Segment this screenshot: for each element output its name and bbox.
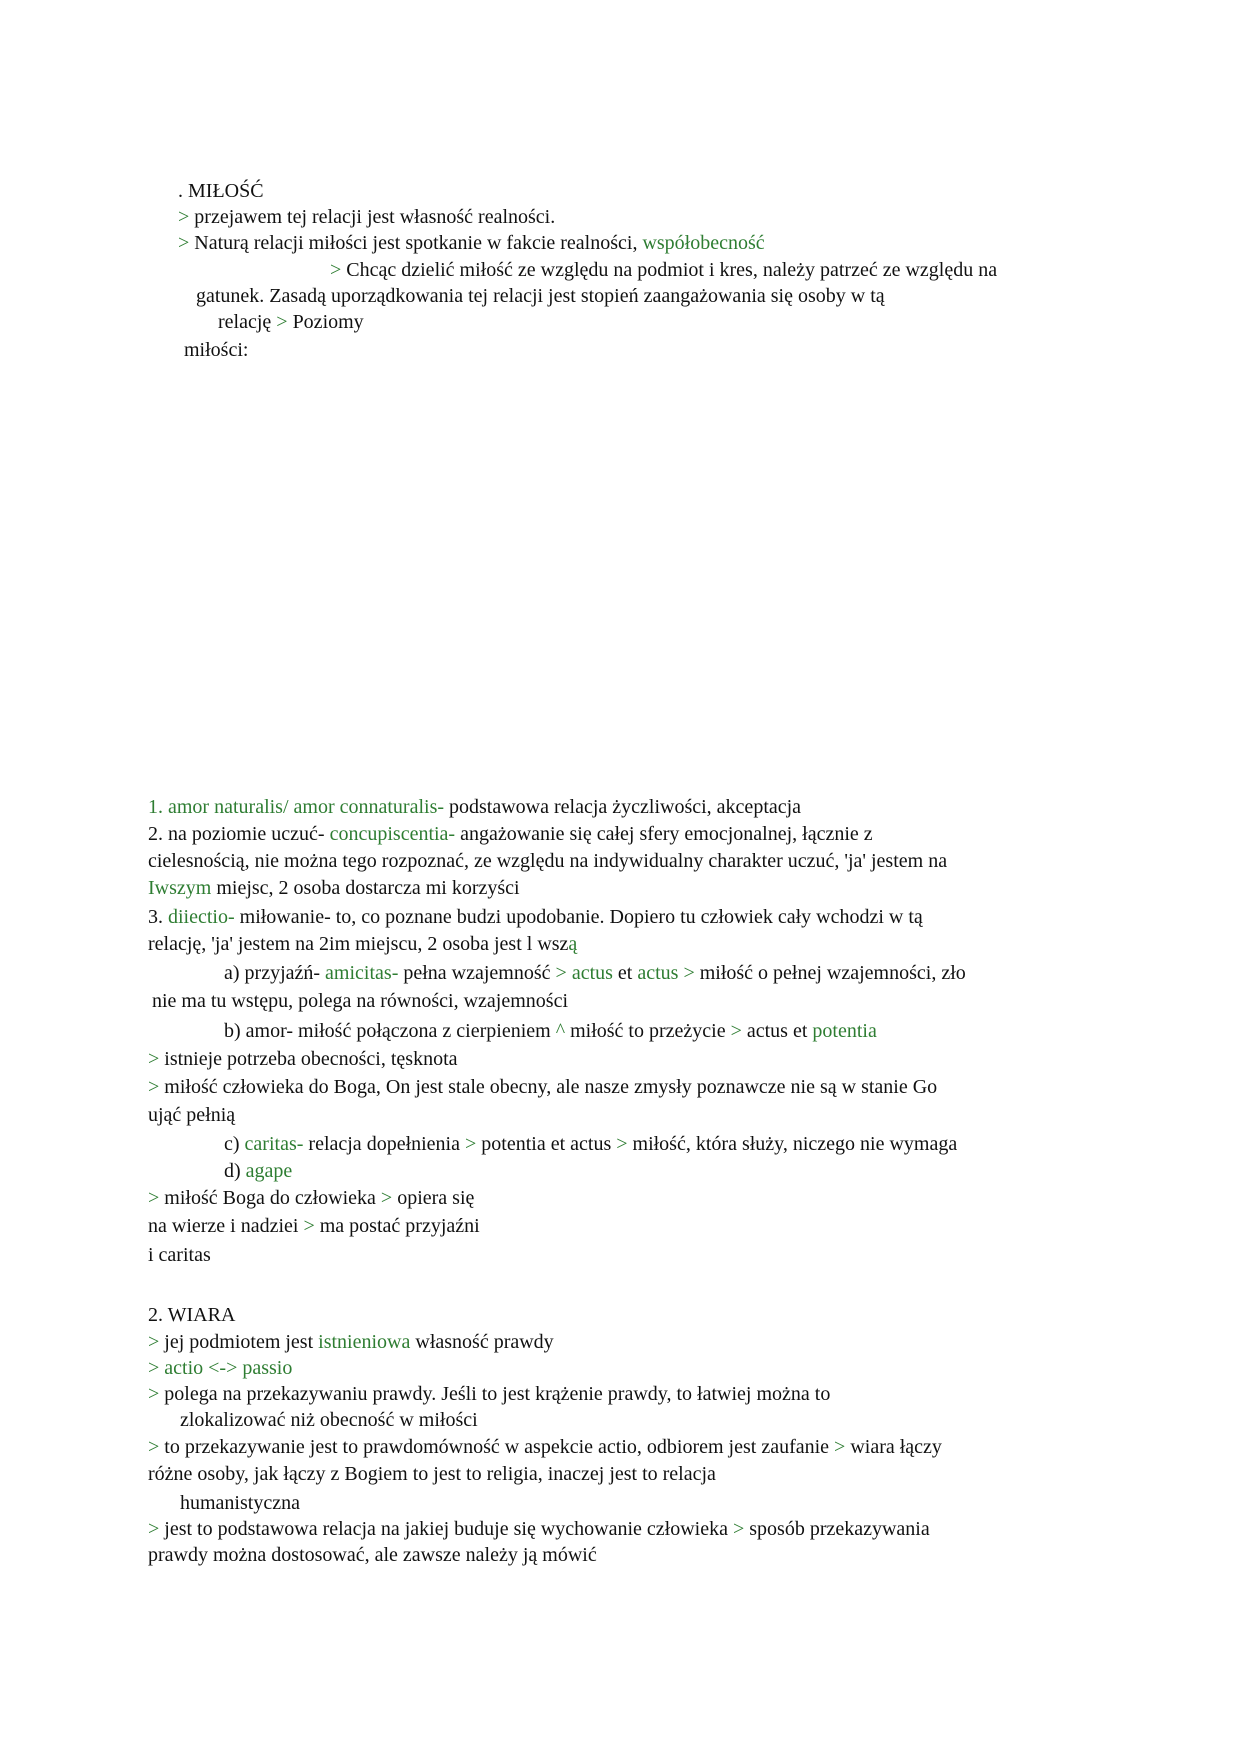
text-segment: opiera się	[392, 1187, 475, 1209]
text-segment: jest to podstawowa relacja na jakiej buduje się wychowanie człowieka	[159, 1518, 733, 1540]
text-segment: cielesnością, nie można tego rozpoznać, ze względu na indywidualny charakter uczuć, 'ja' jestem na	[148, 850, 948, 872]
highlighted-term: >	[465, 1133, 477, 1155]
text-segment: . MIŁOŚĆ	[178, 180, 264, 202]
text-segment: i caritas	[148, 1244, 211, 1266]
text-line	[148, 1046, 458, 1072]
text-segment: ująć pełnią	[148, 1104, 236, 1126]
text-segment: actus et	[741, 1020, 813, 1042]
highlighted-term: >	[380, 1187, 393, 1209]
highlighted-term: >	[555, 962, 567, 984]
text-line	[148, 794, 801, 820]
text-line	[148, 848, 947, 874]
text-segment: humanistyczna	[180, 1492, 300, 1514]
text-line	[148, 875, 520, 901]
highlighted-term: >	[148, 1048, 160, 1070]
text-segment: angażowanie się całej sfery emocjonalnej, łącznie z	[455, 823, 873, 845]
text-line	[148, 1329, 554, 1355]
text-segment: 2. na poziomie uczuć-	[148, 823, 330, 845]
text-line	[184, 337, 248, 363]
text-segment: różne osoby, jak łączy z Bogiem to jest to religia, inaczej jest to relacja	[148, 1463, 716, 1485]
text-segment: miłość to przeżycie	[565, 1020, 731, 1042]
text-line	[178, 204, 555, 230]
text-segment: Poziomy	[287, 311, 364, 333]
text-segment: istnieje potrzeba obecności, tęsknota	[159, 1048, 458, 1070]
highlighted-term: diiectio-	[168, 906, 235, 928]
text-line	[148, 1542, 597, 1568]
highlighted-term: > actio <-> passio	[148, 1357, 293, 1379]
text-line	[148, 1185, 474, 1211]
text-line	[148, 1381, 830, 1407]
text-line	[224, 960, 966, 986]
highlighted-term: actus	[571, 962, 613, 984]
text-segment: 2. WIARA	[148, 1304, 236, 1326]
text-segment: d)	[224, 1160, 246, 1182]
highlighted-term: >	[730, 1020, 742, 1042]
highlighted-term: >	[148, 1436, 160, 1458]
text-line	[148, 1242, 211, 1268]
text-segment: polega na przekazywaniu prawdy. Jeśli to jest krążenie prawdy, to łatwiej można to	[159, 1383, 831, 1405]
text-segment: a) przyjaźń-	[224, 962, 326, 984]
text-segment: Chcąc dzielić miłość ze względu na podmiot i kres, należy patrzeć ze względu na	[341, 259, 998, 281]
text-segment: miłość Boga do człowieka	[159, 1187, 381, 1209]
highlighted-term: >	[683, 962, 695, 984]
highlighted-term: ą	[568, 933, 578, 955]
text-segment: Naturą relacji miłości jest spotkanie w fakcie realności,	[189, 232, 643, 254]
highlighted-term: >	[148, 1187, 160, 1209]
text-segment: miejsc, 2 osoba dostarcza mi korzyści	[211, 877, 520, 899]
text-line	[148, 931, 577, 957]
text-segment: własność prawdy	[410, 1331, 554, 1353]
text-line	[148, 1434, 942, 1460]
text-segment: to przekazywanie jest to prawdomówność w aspekcie actio, odbiorem jest zaufanie	[159, 1436, 835, 1458]
highlighted-term: istnieniowa	[318, 1331, 411, 1353]
highlighted-term: Iwszym	[148, 877, 212, 899]
highlighted-term: >	[148, 1518, 160, 1540]
highlighted-term: actus	[637, 962, 679, 984]
text-segment: gatunek. Zasadą uporządkowania tej relacji jest stopień zaangażowania się osoby w tą	[196, 285, 885, 307]
text-line	[148, 1102, 235, 1128]
text-line	[330, 257, 997, 283]
text-segment: c)	[224, 1133, 245, 1155]
text-segment: relacja dopełnienia	[303, 1133, 465, 1155]
highlighted-term: potentia	[812, 1020, 877, 1042]
highlighted-term: 1. amor naturalis/ amor connaturalis-	[148, 796, 445, 818]
text-segment: przejawem tej relacji jest własność realności.	[189, 206, 556, 228]
highlighted-term: >	[178, 232, 190, 254]
text-segment: relację, 'ja' jestem na 2im miejscu, 2 osoba jest l wsz	[148, 933, 569, 955]
text-segment: prawdy można dostosować, ale zawsze należy ją mówić	[148, 1544, 597, 1566]
text-segment: na wierze i nadziei	[148, 1215, 304, 1237]
text-segment: b) amor- miłość połączona z cierpieniem	[224, 1020, 556, 1042]
text-segment: miłość o pełnej wzajemności, zło	[694, 962, 966, 984]
text-segment: miłości:	[184, 339, 249, 361]
highlighted-term: współobecność	[642, 232, 765, 254]
text-segment: miłość, która służy, niczego nie wymaga	[627, 1133, 958, 1155]
text-segment: potentia et actus	[476, 1133, 617, 1155]
highlighted-term: >	[303, 1215, 315, 1237]
text-line	[148, 1461, 716, 1487]
highlighted-term: amicitas-	[325, 962, 399, 984]
text-line	[152, 988, 568, 1014]
text-line	[218, 309, 364, 335]
text-line	[224, 1131, 957, 1157]
highlighted-term: >	[178, 206, 190, 228]
text-line	[148, 1355, 292, 1381]
text-line	[148, 821, 873, 847]
text-line	[148, 1074, 937, 1100]
highlighted-term: >	[276, 311, 288, 333]
highlighted-term: >	[148, 1383, 160, 1405]
text-segment: pełna wzajemność	[398, 962, 556, 984]
text-segment: wiara łączy	[845, 1436, 942, 1458]
text-line	[224, 1018, 877, 1044]
text-segment: zlokalizować niż obecność w miłości	[180, 1409, 478, 1431]
text-line	[178, 178, 264, 204]
text-line	[196, 283, 885, 309]
text-segment: miłość człowieka do Boga, On jest stale obecny, ale nasze zmysły poznawcze nie są w stanie Go	[159, 1076, 938, 1098]
text-line	[148, 1213, 480, 1239]
text-line	[180, 1490, 300, 1516]
highlighted-term: ^	[555, 1020, 566, 1042]
highlighted-term: >	[616, 1133, 628, 1155]
text-segment: sposób przekazywania	[744, 1518, 930, 1540]
text-segment: podstawowa relacja życzliwości, akceptacja	[444, 796, 802, 818]
text-line	[148, 1516, 930, 1542]
text-segment: miłowanie- to, co poznane budzi upodobanie. Dopiero tu człowiek cały wchodzi w tą	[234, 906, 923, 928]
text-segment: jej podmiotem jest	[159, 1331, 319, 1353]
highlighted-term: >	[148, 1331, 160, 1353]
text-segment: et	[612, 962, 638, 984]
highlighted-term: >	[148, 1076, 160, 1098]
highlighted-term: >	[330, 259, 342, 281]
text-segment: 3.	[148, 906, 168, 928]
highlighted-term: >	[834, 1436, 846, 1458]
text-segment: ma postać przyjaźni	[314, 1215, 480, 1237]
highlighted-term: >	[732, 1518, 745, 1540]
highlighted-term: agape	[245, 1160, 293, 1182]
highlighted-term: caritas-	[244, 1133, 304, 1155]
text-line	[180, 1407, 478, 1433]
text-line	[178, 230, 765, 256]
text-segment: nie ma tu wstępu, polega na równości, wzajemności	[152, 990, 568, 1012]
text-line	[148, 904, 923, 930]
text-line	[148, 1302, 235, 1328]
highlighted-term: concupiscentia-	[329, 823, 456, 845]
text-line	[224, 1158, 292, 1184]
text-segment: relację	[218, 311, 277, 333]
